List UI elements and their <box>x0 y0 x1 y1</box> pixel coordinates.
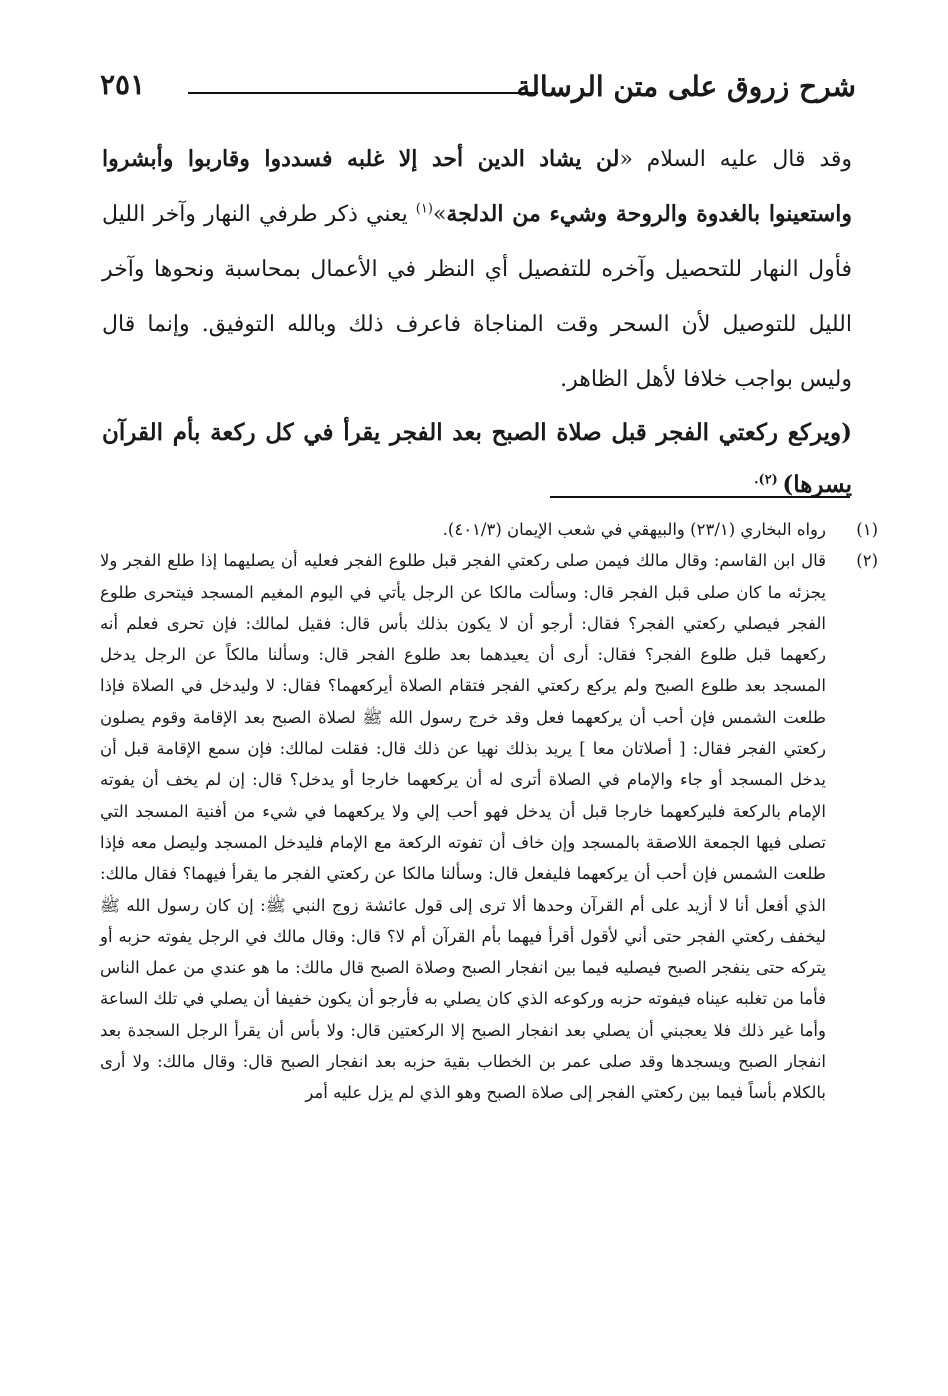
footnote-ref-1: (١) <box>415 201 433 217</box>
commentary-paragraph <box>102 132 852 407</box>
footnote-1-number: (١) <box>856 520 878 539</box>
footnote-separator <box>550 496 850 498</box>
paragraph-intro: وقد قال عليه السلام « <box>619 147 853 172</box>
footnote-1-text: رواه البخاري (٢٣/١) والبيهقي في شعب الإيمان (٤٠١/٣). <box>442 520 826 539</box>
footnote-2-text: قال ابن القاسم: وقال مالك فيمن صلى ركعتي الفجر قبل طلوع الفجر فعليه أن يصليهما إذا طلع الفجر ولا يجزئه ما كان صلى قبل الفجر قال: وسألت مالكا عن الرجل يأتي في اليوم المغيم المسجد فيتحرى طلوع الفجر فيصلي ركعتي الفجر؟ فقال: أرجو أن لا يكون بذلك بأس قال: فقيل لمالك: فإن تحرى فعلم أنه ركعهما قبل طلوع الفجر؟ فقال: أرى أن يعيدهما بعد طلوع الفجر قال: وسألنا مالكاً عن الرجل يدخل المسجد بعد طلوع الصبح ولم يركع ركعتي الفجر فتقام الصلاة أيركعهما؟ فقال: لا وليدخل في الصلاة فإذا طلعت الشمس فإن أحب أن يركعهما فعل وقد خرج رسول الله ﷺ لصلاة الصبح بعد الإقامة وقوم يصلون ركعتي الفجر فقال: [ أصلاتان معا ] يريد بذلك نهيا عن ذلك قال: فقلت لمالك: فإن سمع الإقامة قبل أن يدخل المسجد أو جاء والإمام في الصلاة أترى له أن يركعهما خارجا أو يدخل؟ قال: إن لم يخف أن يفوته الإمام بالركعة فليركعهما خارجا قبل أن يدخل فهو أحب إلي ولا يركعهما في شيء من أفنية المسجد التي تصلى فيها الجمعة اللاصقة بالمسجد وإن خاف أن تفوته الركعة مع الإمام فليدخل المسجد وليصل معه فإذا طلعت الشمس فإن أحب أن يركعهما فليفعل قال: وسألنا مالكا عن ركعتي الفجر ما يقرأ فيهما؟ فقال مالك: الذي أفعل أنا لا أزيد على أم القرآن وحدها ألا ترى إلى قول عائشة زوج النبي ﷺ: إن كان رسول الله ﷺ ليخفف ركعتي الفجر حتى أني لأقول أقرأ فيهما بأم القرآن أم لا؟ قال: وقال مالك في الرجل يفوته حزبه أو يتركه حتى ينفجر الصبح فيصليه فيما بين انفجار الصبح وصلاة الصبح قال مالك: ما هو عندي من عمل الناس فأما من تغلبه عيناه فيفوته حزبه وركوعه الذي كان يصلي به فأرجو أن يكون خفيفا أن يصلي في تلك الساعة وأما غير ذلك فلا يعجبني أن يصلي بعد انفجار الصبح إلا الركعتين قال: ولا بأس أن يقرأ الرجل السجدة بعد انفجار الصبح ويسجدها وقد صلى عمر بن الخطاب بقية حزبه بعد انفجار الصبح قال: وقال مالك: ولا أرى بالكلام بأساً فيما بين ركعتي الفجر إلى صلاة الصبح وهو الذي لم يزل عليه أمر <box>100 551 826 1103</box>
footnotes <box>100 514 878 1109</box>
main-text <box>102 132 852 511</box>
paragraph-rest: يعني ذكر طرفي النهار وآخر الليل فأول النهار للتحصيل وآخره للتفصيل أي النظر في الأعمال بمحاسبة ونحوها وآخر الليل للتوصيل لأن السحر وقت المناجاة فاعرف ذلك وبالله التوفيق. وإنما قال وليس بواجب خلافا لأهل الظاهر. <box>102 202 852 392</box>
header-rule <box>188 92 538 94</box>
footnote-2 <box>100 545 878 1108</box>
page-number: ٢٥١ <box>100 68 146 101</box>
footnote-1 <box>100 514 878 545</box>
footnote-ref-2: (٢). <box>754 472 783 488</box>
hadith-quote: لن يشاد الدين أحد إلا غلبه فسددوا وقاربوا وأبشروا واستعينوا بالغدوة والروحة وشيء من الدلجة <box>102 146 852 227</box>
header-title: شرح زروق على متن الرسالة <box>516 70 856 103</box>
quote-close: » <box>432 202 447 227</box>
running-header <box>100 66 856 116</box>
matn-quote: (ويركع ركعتي الفجر قبل صلاة الصبح بعد الفجر يقرأ في كل ركعة بأم القرآن يسرها) <box>102 419 852 498</box>
footnote-2-number: (٢) <box>856 551 878 571</box>
